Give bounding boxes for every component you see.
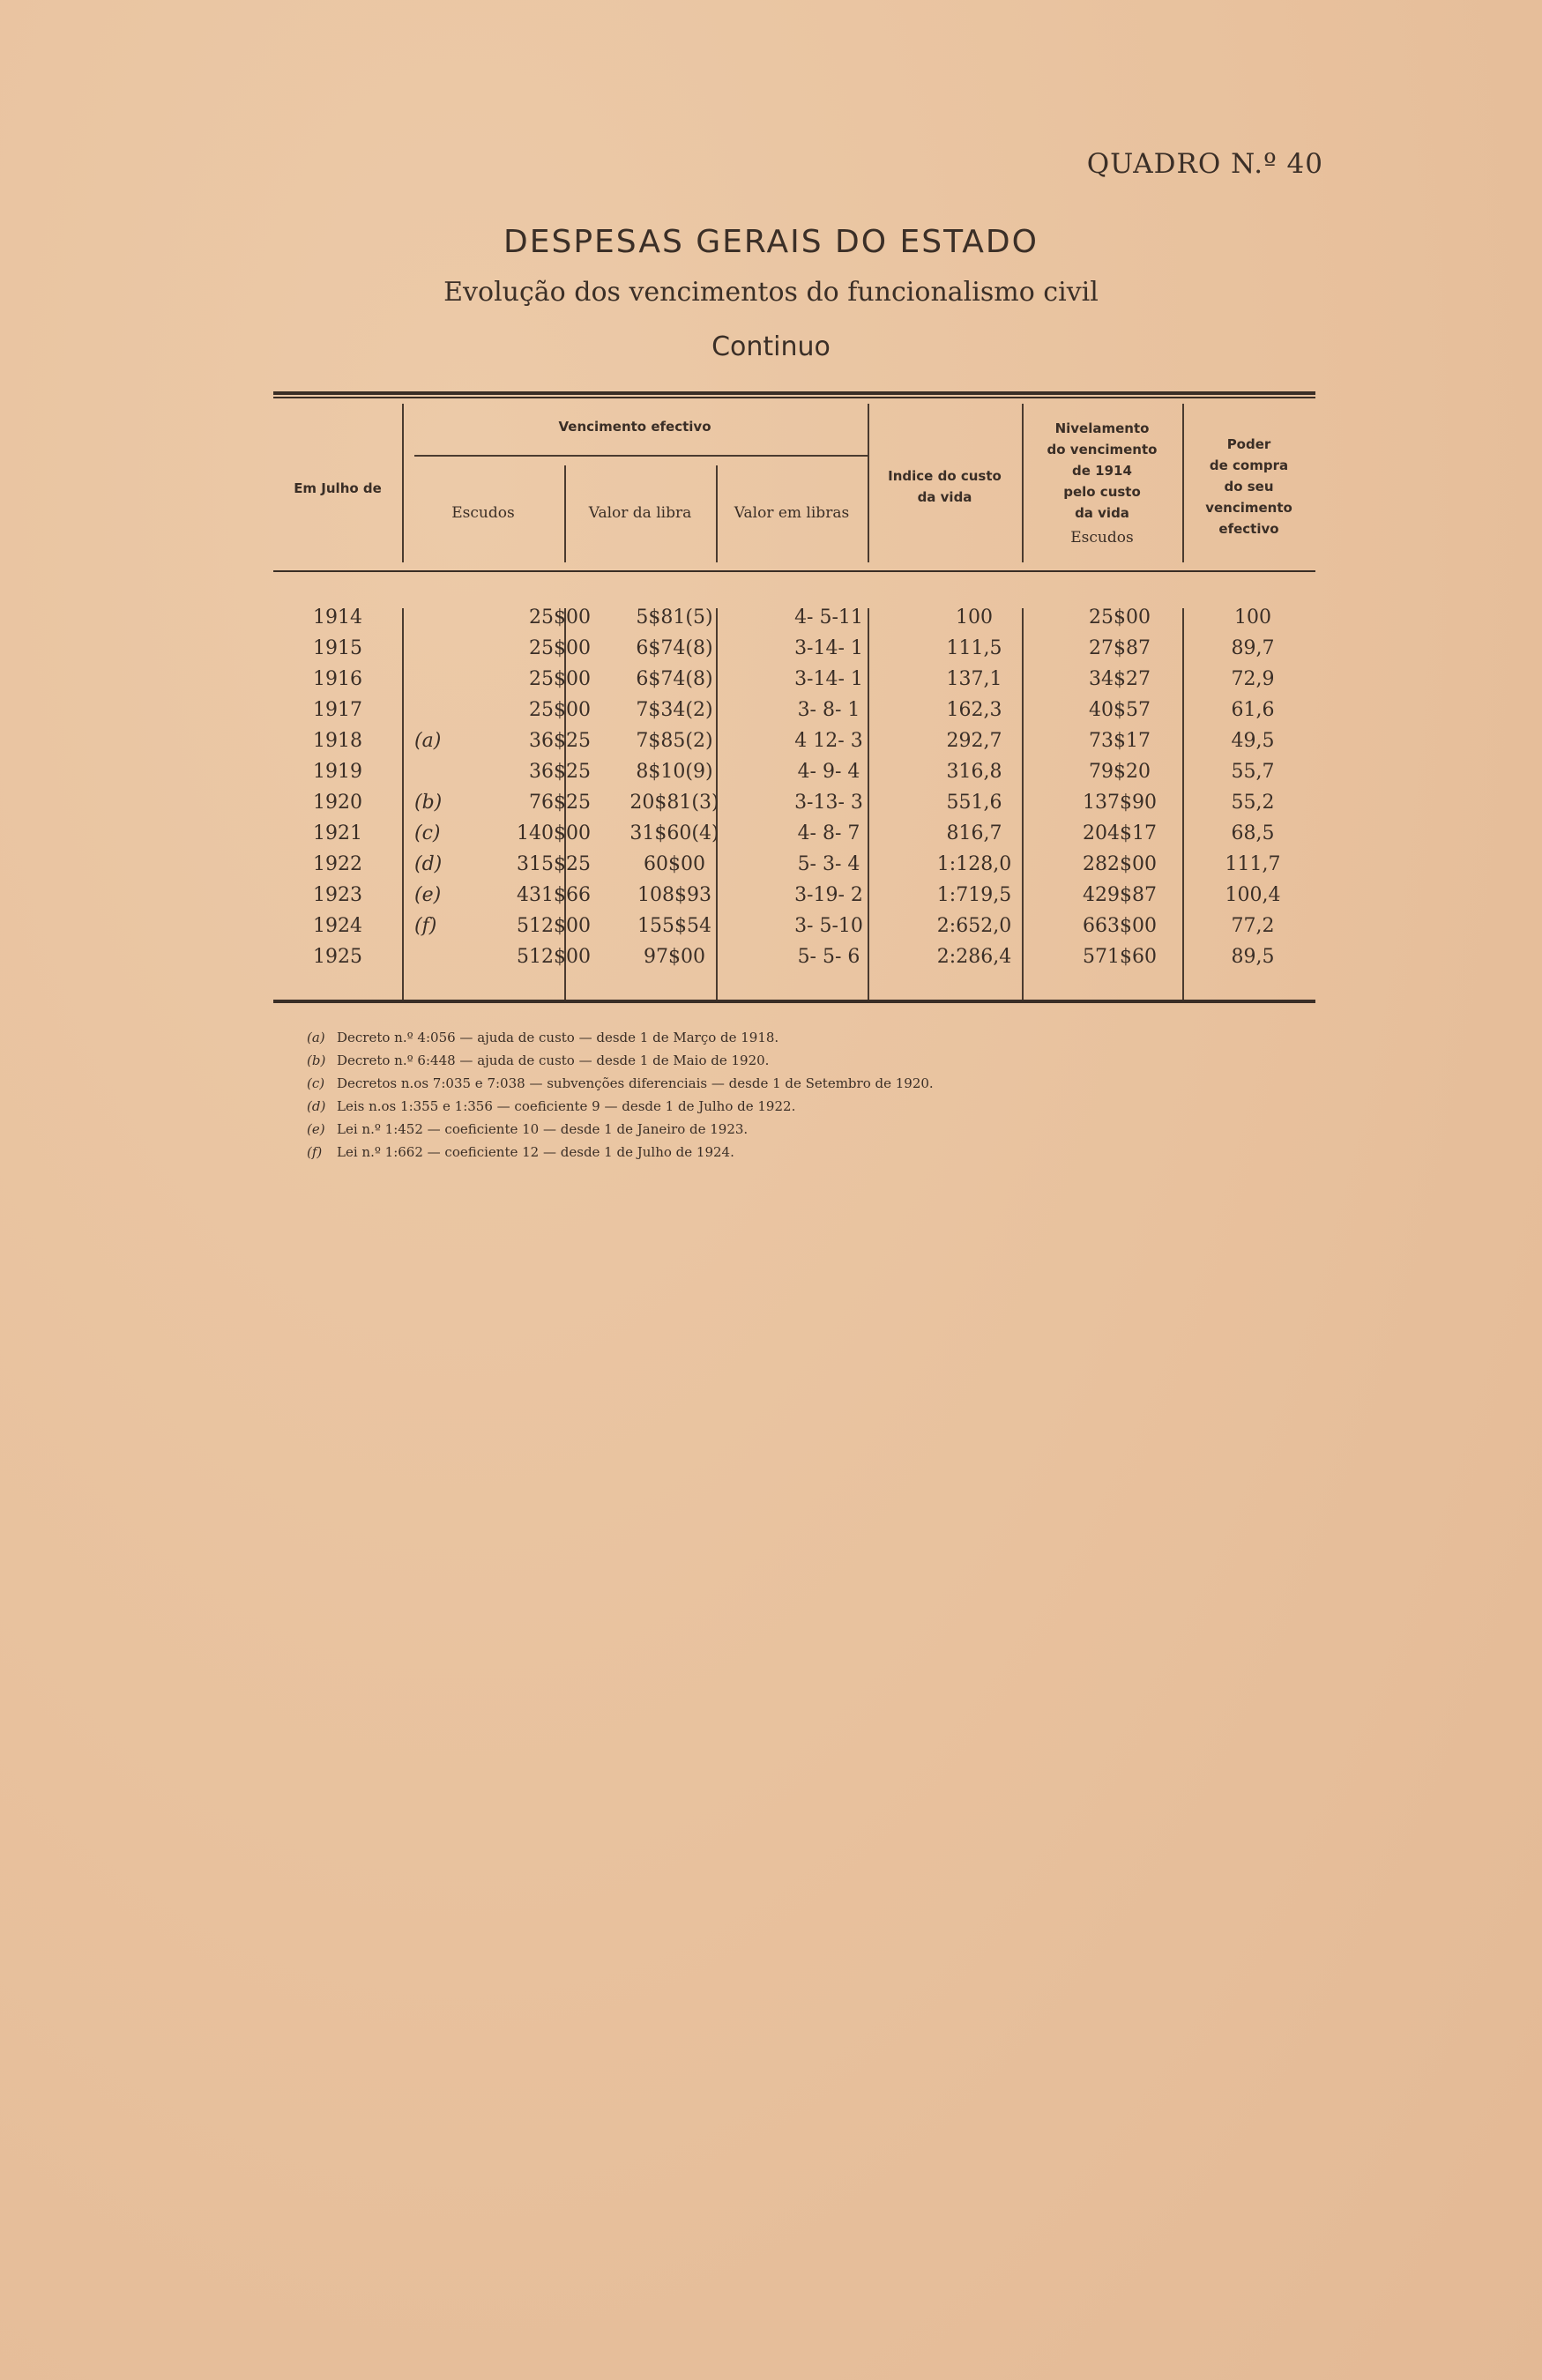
col-header-year: Em Julho de: [294, 480, 382, 496]
cell-valor-libras: 3-14- 1: [794, 637, 863, 659]
continuation-label: Continuo: [711, 331, 831, 362]
cell-valor-libras: 3- 8- 1: [797, 699, 860, 721]
cell-valor-libras: 5- 3- 4: [797, 853, 860, 875]
cell-valor-libra: 6$74(8): [636, 637, 713, 659]
cell-valor-libra: 8$10(9): [636, 761, 713, 783]
page-subtitle: Evolução dos vencimentos do funcionalismo civil: [443, 277, 1099, 308]
body-divider: [402, 608, 404, 1000]
cell-escudos: 76$25: [529, 792, 591, 814]
footnote-text: Lei n.º 1:452 — coeficiente 10 — desde 1 de Janeiro de 1923.: [337, 1121, 749, 1137]
cell-nivelamento: 34$27: [1089, 668, 1151, 690]
cell-year: 1921: [313, 822, 362, 844]
header-bottom-rule: [273, 570, 1315, 572]
cell-year: 1920: [313, 792, 362, 814]
col-header-niv-line5: da vida: [1075, 505, 1129, 521]
cell-poder: 100,4: [1225, 884, 1281, 906]
cell-valor-libra: 108$93: [637, 884, 711, 906]
footnote-mark: (a): [307, 1030, 325, 1045]
cell-escudos: 36$25: [529, 730, 591, 752]
cell-escudos: 512$00: [517, 915, 591, 937]
col-header-niv-line4: pelo custo: [1063, 484, 1141, 500]
cell-valor-libras: 3-19- 2: [794, 884, 863, 906]
cell-nivelamento: 571$60: [1083, 946, 1157, 968]
col-header-poder-line5: efectivo: [1218, 521, 1279, 537]
footnote-mark: (c): [307, 1075, 325, 1091]
cell-year: 1924: [313, 915, 362, 937]
cell-note: (a): [414, 730, 442, 752]
cell-valor-libras: 3-14- 1: [794, 668, 863, 690]
cell-indice: 292,7: [946, 730, 1002, 752]
cell-valor-libras: 3-13- 3: [794, 792, 863, 814]
cell-poder: 89,5: [1231, 946, 1275, 968]
footnote: [307, 1026, 1100, 1049]
footnote: [307, 1095, 1100, 1118]
footnote: [307, 1049, 1100, 1072]
cell-valor-libra: 7$34(2): [636, 699, 713, 721]
cell-note: (e): [414, 884, 442, 906]
col-header-valor-libras: Valor em libras: [734, 504, 850, 522]
col-header-niv-line3: de 1914: [1072, 463, 1132, 479]
cell-escudos: 25$00: [529, 699, 591, 721]
cell-valor-libras: 4- 9- 4: [797, 761, 860, 783]
cell-valor-libras: 3- 5-10: [794, 915, 863, 937]
cell-poder: 111,7: [1225, 853, 1281, 875]
cell-nivelamento: 429$87: [1083, 884, 1157, 906]
cell-indice: 2:652,0: [936, 915, 1012, 937]
cell-indice: 111,5: [946, 637, 1002, 659]
cell-poder: 72,9: [1231, 668, 1275, 690]
footnote-mark: (d): [307, 1098, 326, 1114]
footnote-mark: (b): [307, 1052, 326, 1068]
cell-escudos: 36$25: [529, 761, 591, 783]
cell-nivelamento: 73$17: [1089, 730, 1151, 752]
col-header-indice: [868, 465, 1022, 508]
cell-escudos: 25$00: [529, 668, 591, 690]
col-header-escudos: Escudos: [451, 504, 515, 522]
cell-escudos: 25$00: [529, 637, 591, 659]
cell-nivelamento: 137$90: [1083, 792, 1157, 814]
cell-year: 1922: [313, 853, 362, 875]
table-top-rule: [273, 391, 1315, 395]
page-title: DESPESAS GERAIS DO ESTADO: [503, 224, 1039, 260]
cell-valor-libras: 4- 8- 7: [797, 822, 860, 844]
col-header-indice-line1: Indice do custo: [888, 468, 1002, 484]
cell-valor-libras: 5- 5- 6: [797, 946, 860, 968]
cell-escudos: 140$00: [517, 822, 591, 844]
col-header-poder-line3: do seu: [1224, 479, 1274, 495]
cell-valor-libra: 31$60(4): [629, 822, 719, 844]
cell-year: 1925: [313, 946, 362, 968]
footnote-mark: (e): [307, 1121, 325, 1137]
cell-year: 1917: [313, 699, 362, 721]
footnotes: [307, 1026, 1100, 1164]
cell-nivelamento: 25$00: [1089, 606, 1151, 628]
table-top-rule-thin: [273, 397, 1315, 398]
col-header-valor-libra: Valor da libra: [588, 504, 692, 522]
cell-nivelamento: 27$87: [1089, 637, 1151, 659]
cell-nivelamento: 40$57: [1089, 699, 1151, 721]
cell-poder: 100: [1234, 606, 1271, 628]
cell-indice: 1:128,0: [936, 853, 1012, 875]
cell-year: 1923: [313, 884, 362, 906]
cell-poder: 77,2: [1231, 915, 1275, 937]
footnote-text: Decreto n.º 4:056 — ajuda de custo — desde 1 de Março de 1918.: [337, 1030, 779, 1045]
cell-note: (b): [414, 792, 443, 814]
cell-note: (c): [414, 822, 441, 844]
footnote: [307, 1141, 1100, 1164]
cell-valor-libra: 60$00: [644, 853, 705, 875]
cell-indice: 816,7: [946, 822, 1002, 844]
cell-valor-libras: 4 12- 3: [794, 730, 863, 752]
cell-escudos: 315$25: [517, 853, 591, 875]
cell-poder: 89,7: [1231, 637, 1275, 659]
cell-poder: 61,6: [1231, 699, 1275, 721]
col-header-group: Vencimento efectivo: [558, 419, 711, 435]
footnote-text: Leis n.os 1:355 e 1:356 — coeficiente 9 — desde 1 de Julho de 1922.: [337, 1098, 796, 1114]
cell-year: 1918: [313, 730, 362, 752]
cell-nivelamento: 282$00: [1083, 853, 1157, 875]
cell-valor-libra: 97$00: [644, 946, 705, 968]
footnote-text: Lei n.º 1:662 — coeficiente 12 — desde 1 de Julho de 1924.: [337, 1144, 734, 1160]
cell-note: (d): [414, 853, 443, 875]
col-header-poder-line4: vencimento: [1205, 500, 1292, 516]
table-number: QUADRO N.º 40: [1086, 148, 1323, 180]
cell-note: (f): [414, 915, 437, 937]
col-header-poder: [1182, 434, 1315, 539]
cell-valor-libra: 20$81(3): [629, 792, 719, 814]
cell-indice: 100: [956, 606, 993, 628]
footnote-text: Decretos n.os 7:035 e 7:038 — subvenções diferenciais — desde 1 de Setembro de 1920.: [337, 1075, 934, 1091]
col-header-indice-line2: da vida: [917, 489, 972, 505]
cell-poder: 49,5: [1231, 730, 1275, 752]
cell-escudos: 431$66: [517, 884, 591, 906]
cell-year: 1916: [313, 668, 362, 690]
table-bottom-rule: [273, 1000, 1315, 1003]
cell-indice: 137,1: [946, 668, 1002, 690]
cell-nivelamento: 79$20: [1089, 761, 1151, 783]
cell-indice: 162,3: [946, 699, 1002, 721]
cell-poder: 55,2: [1231, 792, 1275, 814]
cell-year: 1914: [313, 606, 362, 628]
cell-valor-libra: 155$54: [637, 915, 711, 937]
col-header-niv-line1: Nivelamento: [1054, 420, 1150, 436]
group-underline: [414, 455, 868, 457]
col-header-niv-line2: do vencimento: [1047, 442, 1158, 457]
cell-indice: 1:719,5: [936, 884, 1012, 906]
cell-year: 1915: [313, 637, 362, 659]
cell-indice: 551,6: [946, 792, 1002, 814]
cell-indice: 316,8: [946, 761, 1002, 783]
col-header-niv-unit: Escudos: [1070, 529, 1134, 547]
cell-valor-libras: 4- 5-11: [794, 606, 863, 628]
cell-year: 1919: [313, 761, 362, 783]
footnote-mark: (f): [307, 1144, 323, 1160]
col-header-nivelamento: [1022, 418, 1182, 548]
footnote-text: Decreto n.º 6:448 — ajuda de custo — desde 1 de Maio de 1920.: [337, 1052, 770, 1068]
col-header-poder-line1: Poder: [1226, 436, 1271, 452]
cell-valor-libra: 5$81(5): [636, 606, 713, 628]
cell-nivelamento: 663$00: [1083, 915, 1157, 937]
col-header-poder-line2: de compra: [1209, 457, 1289, 473]
cell-indice: 2:286,4: [936, 946, 1012, 968]
cell-escudos: 25$00: [529, 606, 591, 628]
footnote: [307, 1118, 1100, 1141]
cell-poder: 68,5: [1231, 822, 1275, 844]
footnote: [307, 1072, 1100, 1095]
cell-nivelamento: 204$17: [1083, 822, 1157, 844]
cell-poder: 55,7: [1231, 761, 1275, 783]
cell-valor-libra: 7$85(2): [636, 730, 713, 752]
cell-valor-libra: 6$74(8): [636, 668, 713, 690]
cell-escudos: 512$00: [517, 946, 591, 968]
